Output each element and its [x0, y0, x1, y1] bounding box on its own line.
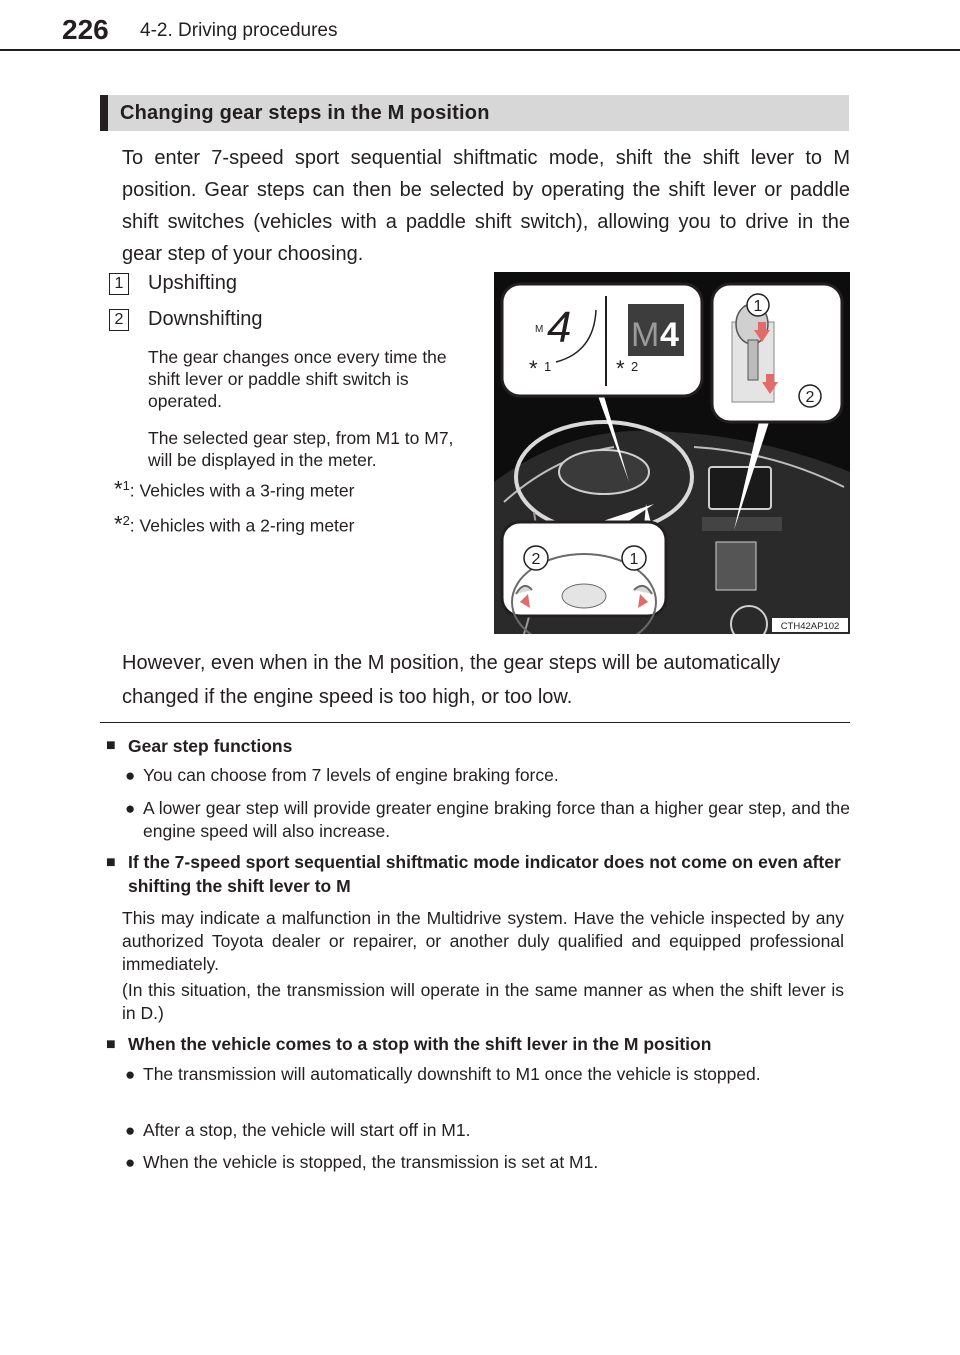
- section-heading: [100, 95, 849, 131]
- square-bullet: ■: [106, 854, 116, 871]
- meter-small-gear: 4: [547, 303, 572, 352]
- stop-bullet-3: When the vehicle is stopped, the transmission is set at M1.: [143, 1152, 599, 1172]
- indicator-body: This may indicate a malfunction in the Multidrive system. Have the vehicle inspected by any authorized Toyota dealer or repairer, or another duly qualified and equipped professional immediately.: [122, 908, 844, 974]
- star-1: *: [529, 356, 538, 381]
- item-label-upshifting: Upshifting: [148, 272, 237, 294]
- callout-upshift-number: 1: [753, 298, 763, 315]
- footnote-star: *: [114, 511, 123, 537]
- stop-bullet-2: After a stop, the vehicle will start off in M1.: [143, 1120, 471, 1140]
- stop-bullet-1: The transmission will automatically downshift to M1 once the vehicle is stopped.: [143, 1064, 761, 1084]
- section-divider: [100, 722, 850, 723]
- note-gear-display: The selected gear step, from M1 to M7, will be displayed in the meter.: [148, 428, 454, 470]
- footnote-sup: 2: [122, 513, 130, 528]
- indicator-heading: If the 7-speed sport sequential shiftmatic mode indicator does not come on even after shifting the shift lever to M: [128, 852, 841, 896]
- meter-big-m: M: [631, 316, 660, 354]
- dot-bullet: ●: [125, 1153, 136, 1172]
- image-code: CTH42AP102: [780, 621, 840, 632]
- footnote-text: : Vehicles with a 2-ring meter: [129, 515, 355, 536]
- footnote-star: *: [114, 476, 123, 502]
- callout-downshift-number: 2: [805, 389, 815, 406]
- gear-step-heading: Gear step functions: [128, 736, 293, 756]
- indicator-note: (In this situation, the transmission will operate in the same manner as when the shift lever is in D.): [122, 980, 844, 1023]
- star-2-num: 2: [631, 359, 639, 374]
- shift-lever-illustration: [494, 272, 850, 634]
- dot-bullet: ●: [125, 766, 136, 785]
- footnote-1: [114, 478, 454, 501]
- header-rule: [0, 49, 960, 51]
- item-label-downshifting: Downshifting: [148, 308, 263, 330]
- square-bullet: ■: [106, 1036, 116, 1053]
- page-number: 226: [62, 14, 109, 45]
- star-2: *: [616, 356, 625, 381]
- footnote-sup: 1: [122, 478, 130, 493]
- stop-heading: When the vehicle comes to a stop with the shift lever in the M position: [128, 1034, 712, 1054]
- outro-paragraph: However, even when in the M position, the gear steps will be automatically changed if the engine speed is too high, or too low.: [122, 652, 781, 708]
- dot-bullet: ●: [125, 1065, 136, 1084]
- item-number-1: 1: [109, 273, 129, 295]
- footnote-2: [114, 513, 454, 536]
- footnote-text: : Vehicles with a 3-ring meter: [129, 480, 355, 501]
- chapter-title: 4-2. Driving procedures: [140, 20, 338, 41]
- dot-bullet: ●: [125, 799, 136, 818]
- paddle-left-number: 2: [531, 551, 541, 568]
- star-1-num: 1: [544, 359, 552, 374]
- meter-small-m: M: [535, 324, 544, 335]
- square-bullet: ■: [106, 737, 116, 754]
- dot-bullet: ●: [125, 1121, 136, 1140]
- section-heading-bar: [100, 95, 108, 131]
- gear-step-bullet-2: A lower gear step will provide greater engine braking force than a higher gear step, and the engine speed will also increase.: [143, 798, 850, 841]
- item-number-2: 2: [109, 309, 129, 331]
- meter-big-gear: 4: [660, 316, 679, 354]
- section-title: Changing gear steps in the M position: [120, 102, 490, 124]
- note-gear-change: The gear changes once every time the shift lever or paddle shift switch is operated.: [148, 347, 447, 411]
- paddle-right-number: 1: [629, 551, 639, 568]
- intro-paragraph: To enter 7-speed sport sequential shiftmatic mode, shift the shift lever to M position. Gear steps can then be selected by operating the shift lever or paddle shift switches (vehicles with a paddle shift switch), allowing you to drive in the gear step of your choosing.: [122, 147, 850, 265]
- gear-step-bullet-1: You can choose from 7 levels of engine braking force.: [143, 765, 559, 785]
